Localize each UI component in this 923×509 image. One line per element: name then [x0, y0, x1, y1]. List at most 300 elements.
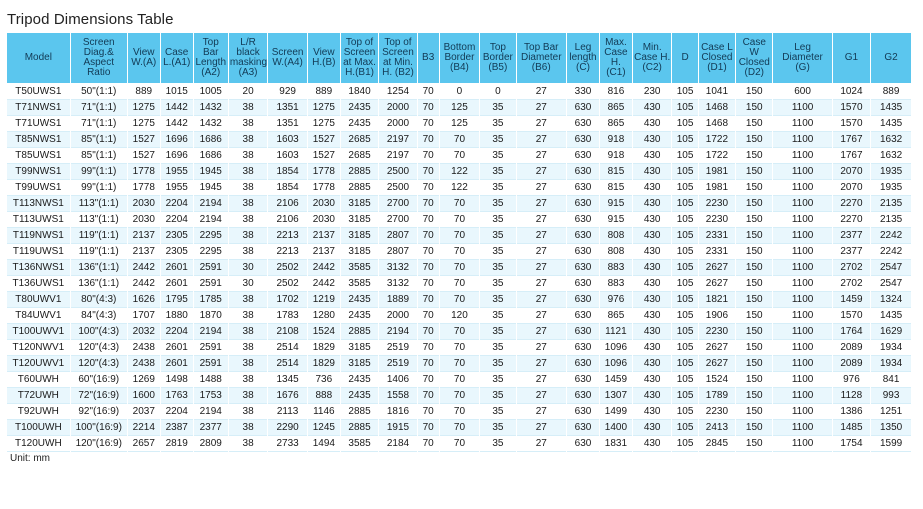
table-cell: 2885 [340, 324, 378, 340]
table-cell: 1676 [268, 388, 308, 404]
table-cell: 929 [268, 84, 308, 100]
table-cell: 1785 [193, 292, 228, 308]
table-cell: 3585 [340, 260, 378, 276]
table-cell: 99"(1:1) [70, 164, 127, 180]
table-cell: 105 [672, 340, 698, 356]
table-cell: 2194 [193, 196, 228, 212]
column-header: Top of Screen at Max. H.(B1) [340, 33, 378, 84]
table-cell: 1753 [193, 388, 228, 404]
table-cell: 119"(1:1) [70, 244, 127, 260]
table-cell: 38 [228, 180, 268, 196]
model-cell: T84UWV1 [7, 308, 71, 324]
table-cell: 2601 [160, 356, 193, 372]
table-cell: 105 [672, 420, 698, 436]
table-cell: 1981 [698, 164, 735, 180]
table-cell: 1854 [268, 164, 308, 180]
table-cell: 2627 [698, 276, 735, 292]
table-cell: 815 [599, 180, 632, 196]
table-cell: 1767 [832, 148, 870, 164]
table-cell: 2197 [379, 148, 417, 164]
table-cell: 150 [736, 212, 773, 228]
table-cell: 2032 [127, 324, 160, 340]
table-cell: 70 [417, 276, 439, 292]
table-cell: 1100 [773, 276, 832, 292]
table-cell: 70 [439, 276, 480, 292]
table-cell: 2197 [379, 132, 417, 148]
table-cell: 883 [599, 260, 632, 276]
table-cell: 1307 [599, 388, 632, 404]
table-cell: 1934 [871, 356, 912, 372]
table-row [7, 148, 912, 164]
table-cell: 1100 [773, 196, 832, 212]
table-cell: 85"(1:1) [70, 148, 127, 164]
table-cell: 1831 [599, 436, 632, 452]
table-cell: 2230 [698, 196, 735, 212]
table-cell: 1880 [160, 308, 193, 324]
table-cell: 430 [632, 404, 672, 420]
table-cell: 2108 [268, 324, 308, 340]
table-cell: 2194 [379, 324, 417, 340]
table-cell: 2230 [698, 404, 735, 420]
table-cell: 27 [516, 212, 567, 228]
table-cell: 38 [228, 116, 268, 132]
table-cell: 150 [736, 116, 773, 132]
table-cell: 38 [228, 436, 268, 452]
table-cell: 2230 [698, 324, 735, 340]
table-cell: 150 [736, 180, 773, 196]
table-cell: 1686 [193, 132, 228, 148]
table-cell: 1763 [160, 388, 193, 404]
table-cell: 35 [480, 308, 516, 324]
table-cell: 27 [516, 116, 567, 132]
table-cell: 1870 [193, 308, 228, 324]
table-cell: 1906 [698, 308, 735, 324]
table-cell: 1570 [832, 100, 870, 116]
table-cell: 1275 [127, 100, 160, 116]
table-row [7, 212, 912, 228]
table-cell: 60"(16:9) [70, 372, 127, 388]
table-cell: 630 [567, 340, 600, 356]
table-cell: 2591 [193, 340, 228, 356]
table-cell: 915 [599, 196, 632, 212]
table-cell: 38 [228, 100, 268, 116]
table-cell: 1100 [773, 116, 832, 132]
table-cell: 35 [480, 244, 516, 260]
table-cell: 430 [632, 260, 672, 276]
table-cell: 1558 [379, 388, 417, 404]
table-cell: 105 [672, 84, 698, 100]
table-cell: 2377 [832, 228, 870, 244]
table-cell: 70 [417, 164, 439, 180]
table-cell: 1435 [871, 100, 912, 116]
table-cell: 2885 [340, 420, 378, 436]
model-cell: T71NWS1 [7, 100, 71, 116]
table-cell: 1603 [268, 132, 308, 148]
table-cell: 2435 [340, 116, 378, 132]
table-cell: 2601 [160, 260, 193, 276]
table-cell: 3585 [340, 436, 378, 452]
table-cell: 1955 [160, 164, 193, 180]
table-cell: 2037 [127, 404, 160, 420]
table-cell: 2270 [832, 212, 870, 228]
table-cell: 2137 [127, 228, 160, 244]
table-cell: 2030 [127, 196, 160, 212]
table-cell: 92"(16:9) [70, 404, 127, 420]
table-cell: 1778 [127, 180, 160, 196]
table-cell: 1889 [379, 292, 417, 308]
table-cell: 35 [480, 324, 516, 340]
column-header: Model [7, 33, 71, 84]
table-cell: 1702 [268, 292, 308, 308]
table-row [7, 132, 912, 148]
table-cell: 70 [439, 324, 480, 340]
table-cell: 35 [480, 260, 516, 276]
table-cell: 1934 [871, 340, 912, 356]
dimensions-table-container [6, 32, 912, 452]
table-cell: 2204 [160, 212, 193, 228]
table-cell: 105 [672, 100, 698, 116]
table-cell: 136"(1:1) [70, 276, 127, 292]
model-cell: T85UWS1 [7, 148, 71, 164]
table-cell: 2601 [160, 340, 193, 356]
table-cell: 2184 [379, 436, 417, 452]
table-cell: 2000 [379, 308, 417, 324]
table-cell: 27 [516, 340, 567, 356]
table-cell: 150 [736, 420, 773, 436]
table-row [7, 196, 912, 212]
table-cell: 70 [417, 308, 439, 324]
table-cell: 35 [480, 132, 516, 148]
table-cell: 430 [632, 132, 672, 148]
table-cell: 122 [439, 180, 480, 196]
table-cell: 27 [516, 180, 567, 196]
table-cell: 1275 [307, 116, 340, 132]
table-cell: 1499 [599, 404, 632, 420]
table-row [7, 292, 912, 308]
table-cell: 2685 [340, 148, 378, 164]
table-cell: 150 [736, 372, 773, 388]
table-cell: 1527 [307, 148, 340, 164]
table-cell: 1524 [307, 324, 340, 340]
model-cell: T136NWS1 [7, 260, 71, 276]
table-cell: 430 [632, 308, 672, 324]
table-cell: 815 [599, 164, 632, 180]
table-cell: 630 [567, 148, 600, 164]
table-cell: 1100 [773, 356, 832, 372]
table-cell: 105 [672, 292, 698, 308]
table-cell: 430 [632, 196, 672, 212]
table-cell: 70 [417, 324, 439, 340]
table-cell: 105 [672, 324, 698, 340]
table-cell: 2733 [268, 436, 308, 452]
column-header: Case L.(A1) [160, 33, 193, 84]
table-cell: 630 [567, 260, 600, 276]
column-header: Top of Screen at Min. H. (B2) [379, 33, 417, 84]
table-cell: 120"(16:9) [70, 436, 127, 452]
table-cell: 150 [736, 356, 773, 372]
table-cell: 2435 [340, 308, 378, 324]
table-cell: 1345 [268, 372, 308, 388]
table-cell: 2113 [268, 404, 308, 420]
table-cell: 70 [417, 212, 439, 228]
table-cell: 1100 [773, 260, 832, 276]
table-cell: 125 [439, 116, 480, 132]
table-cell: 70 [439, 292, 480, 308]
table-cell: 2295 [193, 244, 228, 260]
column-header: View H.(B) [307, 33, 340, 84]
table-cell: 1100 [773, 372, 832, 388]
table-cell: 865 [599, 100, 632, 116]
table-row [7, 356, 912, 372]
table-cell: 2500 [379, 164, 417, 180]
table-cell: 430 [632, 436, 672, 452]
table-cell: 120"(4:3) [70, 340, 127, 356]
table-cell: 808 [599, 244, 632, 260]
table-cell: 1096 [599, 340, 632, 356]
table-cell: 1783 [268, 308, 308, 324]
table-cell: 2030 [307, 196, 340, 212]
table-cell: 70 [439, 228, 480, 244]
table-cell: 35 [480, 356, 516, 372]
table-cell: 38 [228, 324, 268, 340]
table-cell: 1100 [773, 340, 832, 356]
table-cell: 1015 [160, 84, 193, 100]
table-cell: 113"(1:1) [70, 212, 127, 228]
table-cell: 70 [439, 244, 480, 260]
table-cell: 1100 [773, 292, 832, 308]
table-cell: 70 [417, 260, 439, 276]
table-cell: 27 [516, 132, 567, 148]
table-cell: 70 [439, 356, 480, 372]
table-cell: 70 [417, 292, 439, 308]
table-cell: 70 [439, 212, 480, 228]
table-cell: 3585 [340, 276, 378, 292]
table-cell: 1629 [871, 324, 912, 340]
table-cell: 27 [516, 100, 567, 116]
table-cell: 105 [672, 164, 698, 180]
table-cell: 38 [228, 388, 268, 404]
table-cell: 150 [736, 260, 773, 276]
table-cell: 30 [228, 260, 268, 276]
table-cell: 35 [480, 292, 516, 308]
table-row [7, 324, 912, 340]
table-cell: 2213 [268, 244, 308, 260]
table-cell: 430 [632, 340, 672, 356]
table-cell: 38 [228, 164, 268, 180]
column-header: Screen Diag.& Aspect Ratio [70, 33, 127, 84]
table-cell: 70 [417, 228, 439, 244]
table-cell: 105 [672, 276, 698, 292]
table-row [7, 228, 912, 244]
table-cell: 2213 [268, 228, 308, 244]
model-cell: T99UWS1 [7, 180, 71, 196]
table-cell: 125 [439, 100, 480, 116]
table-cell: 2295 [193, 228, 228, 244]
table-cell: 630 [567, 436, 600, 452]
table-cell: 1632 [871, 148, 912, 164]
table-cell: 27 [516, 228, 567, 244]
table-cell: 2135 [871, 196, 912, 212]
table-cell: 27 [516, 276, 567, 292]
table-cell: 1935 [871, 164, 912, 180]
table-cell: 70 [417, 180, 439, 196]
table-cell: 70 [439, 132, 480, 148]
table-cell: 2627 [698, 260, 735, 276]
table-cell: 630 [567, 228, 600, 244]
table-cell: 1829 [307, 340, 340, 356]
column-header: Max. Case H. (C1) [599, 33, 632, 84]
table-cell: 2885 [340, 164, 378, 180]
table-cell: 38 [228, 132, 268, 148]
table-cell: 70 [417, 196, 439, 212]
table-cell: 1778 [127, 164, 160, 180]
table-cell: 2290 [268, 420, 308, 436]
table-cell: 2331 [698, 244, 735, 260]
table-cell: 2194 [193, 212, 228, 228]
table-cell: 1789 [698, 388, 735, 404]
table-cell: 2700 [379, 212, 417, 228]
table-cell: 72"(16:9) [70, 388, 127, 404]
table-cell: 1707 [127, 308, 160, 324]
table-cell: 2030 [307, 212, 340, 228]
table-cell: 2377 [193, 420, 228, 436]
column-header: Screen W.(A4) [268, 33, 308, 84]
table-cell: 105 [672, 356, 698, 372]
table-cell: 430 [632, 180, 672, 196]
table-cell: 2106 [268, 212, 308, 228]
table-cell: 3185 [340, 356, 378, 372]
unit-note: Unit: mm [10, 453, 50, 464]
table-cell: 2519 [379, 340, 417, 356]
table-row [7, 420, 912, 436]
model-cell: T71UWS1 [7, 116, 71, 132]
table-cell: 2242 [871, 244, 912, 260]
table-cell: 1527 [307, 132, 340, 148]
table-cell: 1100 [773, 324, 832, 340]
table-cell: 150 [736, 164, 773, 180]
table-cell: 3185 [340, 196, 378, 212]
table-cell: 70 [417, 244, 439, 260]
table-cell: 2194 [193, 324, 228, 340]
table-cell: 865 [599, 308, 632, 324]
table-cell: 630 [567, 276, 600, 292]
table-cell: 1432 [193, 116, 228, 132]
table-cell: 38 [228, 420, 268, 436]
table-cell: 150 [736, 404, 773, 420]
table-cell: 1488 [193, 372, 228, 388]
table-row [7, 388, 912, 404]
table-cell: 35 [480, 116, 516, 132]
table-cell: 630 [567, 196, 600, 212]
table-row [7, 84, 912, 100]
table-cell: 2089 [832, 340, 870, 356]
table-cell: 630 [567, 244, 600, 260]
table-cell: 2502 [268, 276, 308, 292]
table-cell: 38 [228, 308, 268, 324]
table-cell: 150 [736, 324, 773, 340]
table-cell: 150 [736, 100, 773, 116]
table-cell: 430 [632, 420, 672, 436]
table-cell: 1275 [127, 116, 160, 132]
table-cell: 1324 [871, 292, 912, 308]
table-cell: 70 [417, 340, 439, 356]
table-cell: 430 [632, 148, 672, 164]
table-row [7, 340, 912, 356]
table-cell: 1254 [379, 84, 417, 100]
table-cell: 1146 [307, 404, 340, 420]
table-cell: 1280 [307, 308, 340, 324]
table-cell: 27 [516, 356, 567, 372]
table-cell: 1435 [871, 308, 912, 324]
table-cell: 105 [672, 116, 698, 132]
table-cell: 1100 [773, 100, 832, 116]
table-cell: 70 [417, 148, 439, 164]
table-cell: 630 [567, 212, 600, 228]
table-cell: 30 [228, 276, 268, 292]
table-cell: 2502 [268, 260, 308, 276]
table-cell: 38 [228, 356, 268, 372]
table-cell: 3132 [379, 276, 417, 292]
table-cell: 2435 [340, 100, 378, 116]
table-row [7, 244, 912, 260]
table-row [7, 116, 912, 132]
table-cell: 808 [599, 228, 632, 244]
table-cell: 2702 [832, 260, 870, 276]
table-cell: 27 [516, 292, 567, 308]
column-header: Leg Diameter (G) [773, 33, 832, 84]
table-cell: 85"(1:1) [70, 132, 127, 148]
table-cell: 2000 [379, 100, 417, 116]
table-cell: 105 [672, 260, 698, 276]
table-cell: 1100 [773, 164, 832, 180]
table-cell: 2137 [307, 228, 340, 244]
table-cell: 630 [567, 356, 600, 372]
table-cell: 915 [599, 212, 632, 228]
table-cell: 150 [736, 148, 773, 164]
table-cell: 1778 [307, 164, 340, 180]
table-cell: 119"(1:1) [70, 228, 127, 244]
table-cell: 70 [439, 340, 480, 356]
table-cell: 918 [599, 148, 632, 164]
table-cell: 35 [480, 372, 516, 388]
table-cell: 2809 [193, 436, 228, 452]
table-cell: 2519 [379, 356, 417, 372]
table-cell: 80"(4:3) [70, 292, 127, 308]
table-cell: 889 [127, 84, 160, 100]
table-cell: 70 [439, 404, 480, 420]
table-row [7, 372, 912, 388]
table-cell: 70 [417, 388, 439, 404]
table-cell: 105 [672, 148, 698, 164]
table-cell: 1816 [379, 404, 417, 420]
table-cell: 2442 [307, 260, 340, 276]
table-cell: 2377 [832, 244, 870, 260]
table-cell: 38 [228, 404, 268, 420]
table-cell: 816 [599, 84, 632, 100]
model-cell: T99NWS1 [7, 164, 71, 180]
table-cell: 2331 [698, 228, 735, 244]
table-cell: 1686 [193, 148, 228, 164]
table-cell: 630 [567, 388, 600, 404]
table-cell: 136"(1:1) [70, 260, 127, 276]
model-cell: T113NWS1 [7, 196, 71, 212]
table-cell: 2885 [340, 180, 378, 196]
column-header: G1 [832, 33, 870, 84]
table-cell: 1351 [268, 116, 308, 132]
table-cell: 1442 [160, 116, 193, 132]
table-cell: 2591 [193, 276, 228, 292]
table-cell: 2627 [698, 356, 735, 372]
